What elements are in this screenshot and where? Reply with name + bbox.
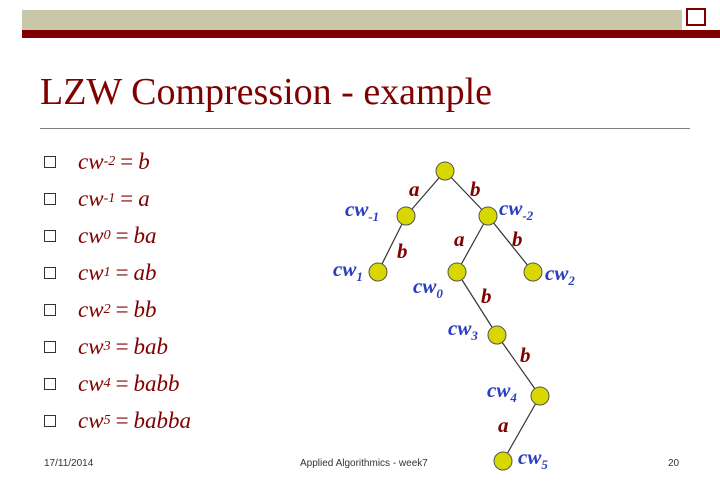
cw-value: babb: [133, 370, 180, 396]
tree-node: [524, 263, 542, 281]
node-label: $cw_1$: [333, 257, 363, 284]
cw-index: 5: [103, 412, 111, 428]
cw-value: ab: [133, 259, 157, 285]
cw-value: a: [138, 185, 150, 211]
tree-node: [479, 207, 497, 225]
edge-label: b: [397, 239, 408, 263]
equals-sign: =: [115, 407, 129, 433]
tree-node: [448, 263, 466, 281]
edge-label: b: [520, 343, 531, 367]
cw-index: 2: [103, 301, 111, 317]
edge-label: a: [498, 413, 509, 437]
footer-course: Applied Algorithmics - week7: [300, 458, 428, 469]
cw-name: cw: [78, 296, 104, 322]
equals-sign: =: [115, 222, 129, 248]
node-label: $cw_2$: [545, 261, 575, 288]
tree-edge: [488, 216, 533, 272]
cw-name: cw: [78, 370, 104, 396]
edge-label: b: [481, 284, 492, 308]
tree-node: [531, 387, 549, 405]
cw-value: babba: [133, 407, 192, 433]
equals-sign: =: [115, 333, 129, 359]
cw-index: 3: [103, 338, 111, 354]
equals-sign: =: [115, 296, 129, 322]
cw-name: cw: [78, 148, 104, 174]
edge-label: a: [409, 177, 420, 201]
node-label: $cw_5$: [518, 445, 548, 472]
equals-sign: =: [120, 185, 134, 211]
cw-name: cw: [78, 222, 104, 248]
cw-index: 4: [103, 375, 111, 391]
cw-index: 0: [103, 227, 111, 243]
node-label: $cw_{-1}$: [345, 197, 380, 224]
equals-sign: =: [115, 370, 129, 396]
edge-label: b: [512, 227, 523, 251]
equals-sign: =: [120, 148, 134, 174]
edge-label: a: [454, 227, 465, 251]
cw-name: cw: [78, 333, 104, 359]
cw-name: cw: [78, 259, 104, 285]
footer-page-number: 20: [668, 458, 680, 469]
footer-date: 17/11/2014: [44, 458, 94, 469]
cw-value: b: [138, 148, 150, 174]
node-label: $cw_4$: [487, 378, 517, 405]
cw-name: cw: [78, 185, 104, 211]
cw-index: -1: [103, 190, 116, 206]
node-label: $cw_{-2}$: [499, 196, 534, 223]
tree-node: [488, 326, 506, 344]
cw-value: ba: [133, 222, 157, 248]
slide-title: LZW Compression - example: [40, 71, 493, 113]
equals-sign: =: [115, 259, 129, 285]
cw-value: bab: [133, 333, 169, 359]
cw-index: 1: [103, 264, 111, 280]
edge-label: b: [470, 177, 481, 201]
cw-value: bb: [133, 296, 157, 322]
node-label: $cw_3$: [448, 316, 478, 343]
cw-name: cw: [78, 407, 104, 433]
cw-index: -2: [103, 153, 116, 169]
tree-node-root: [436, 162, 454, 180]
tree-node: [369, 263, 387, 281]
node-label: $cw_0$: [413, 274, 443, 301]
tree-node: [494, 452, 512, 470]
tree-node: [397, 207, 415, 225]
